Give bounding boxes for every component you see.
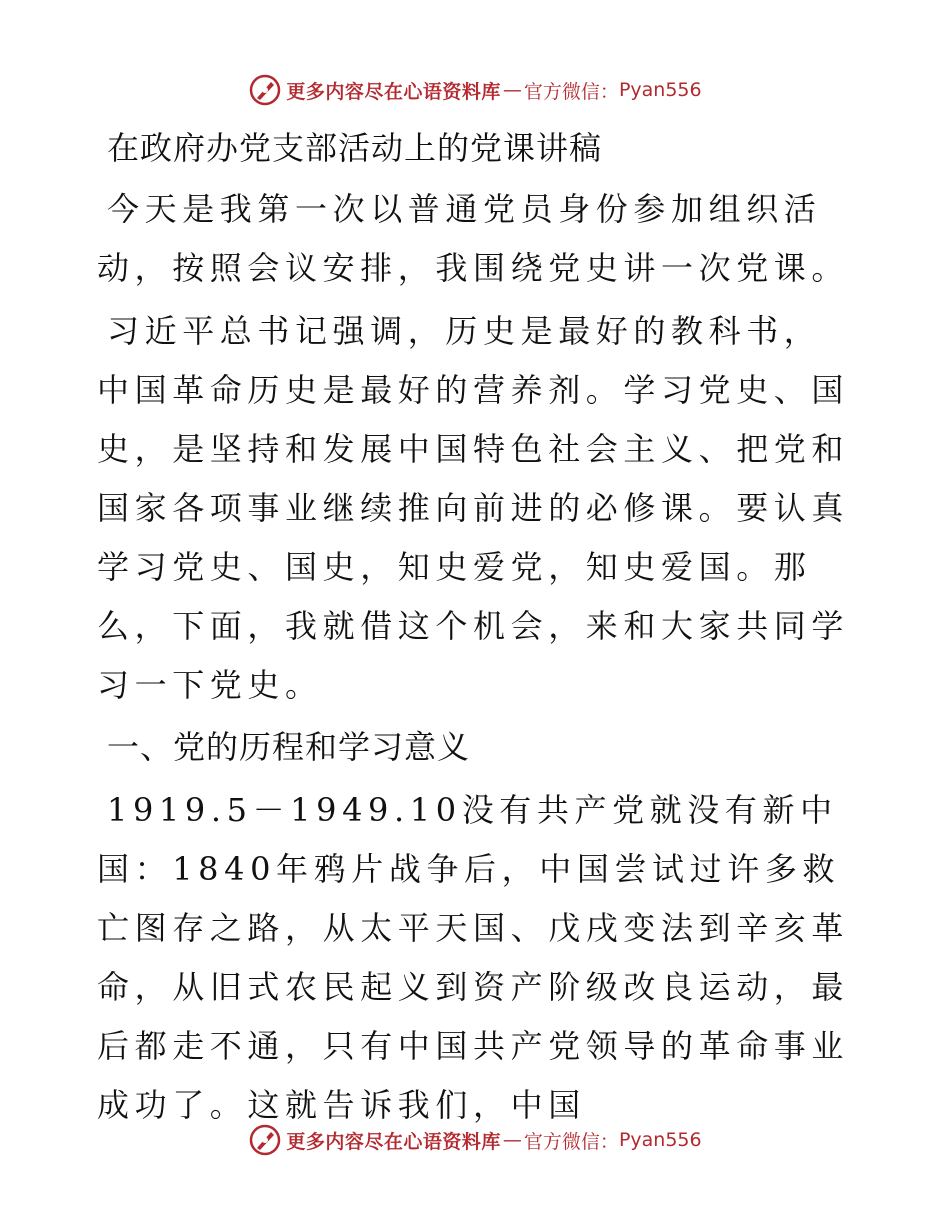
paragraph-2: 习近平总书记强调，历史是最好的教科书，中国革命历史是最好的营养剂。学习党史、国史，是坚持和发展中国特色社会主义、把党和国家各项事业继续推向前进的必修课。要认真学习党史、国史，知史爱党，知史爱国。那么，下面，我就借这个机会，来和大家共同学习一下党史。 [97, 312, 850, 704]
footer-banner [0, 1120, 950, 1160]
pen-logo-icon [248, 1123, 282, 1157]
banner-separator: — [502, 79, 522, 101]
banner-wechat-label: 官方微信： [523, 80, 619, 103]
banner-separator: — [502, 1129, 522, 1151]
pen-logo-icon [248, 73, 282, 107]
paragraph-1: 今天是我第一次以普通党员身份参加组织活动，按照会议安排，我围绕党史讲一次党课。 [97, 190, 850, 287]
banner-wechat-id: Pyan556 [618, 1129, 702, 1151]
section-heading: 一、党的历程和学习意义 [107, 728, 471, 766]
document-title: 在政府办党支部活动上的党课讲稿 [107, 129, 603, 167]
document-body [97, 120, 857, 1139]
banner-main-text: 更多内容尽在心语资料库 [286, 1130, 501, 1153]
banner-main-text: 更多内容尽在心语资料库 [286, 80, 501, 103]
banner-wechat-id: Pyan556 [618, 79, 702, 101]
section-paragraph: 1919.5－1949.10没有共产党就没有新中国：1840年鸦片战争后，中国尝试过许多救亡图存之路，从太平天国、戊戌变法到辛亥革命，从旧式农民起义到资产阶级改良运动，最后都走不通，只有中国共产党领导的革命事业成功了。这就告诉我们，中国 [97, 791, 850, 1124]
header-banner [0, 70, 950, 110]
banner-wechat-label: 官方微信： [523, 1130, 619, 1153]
